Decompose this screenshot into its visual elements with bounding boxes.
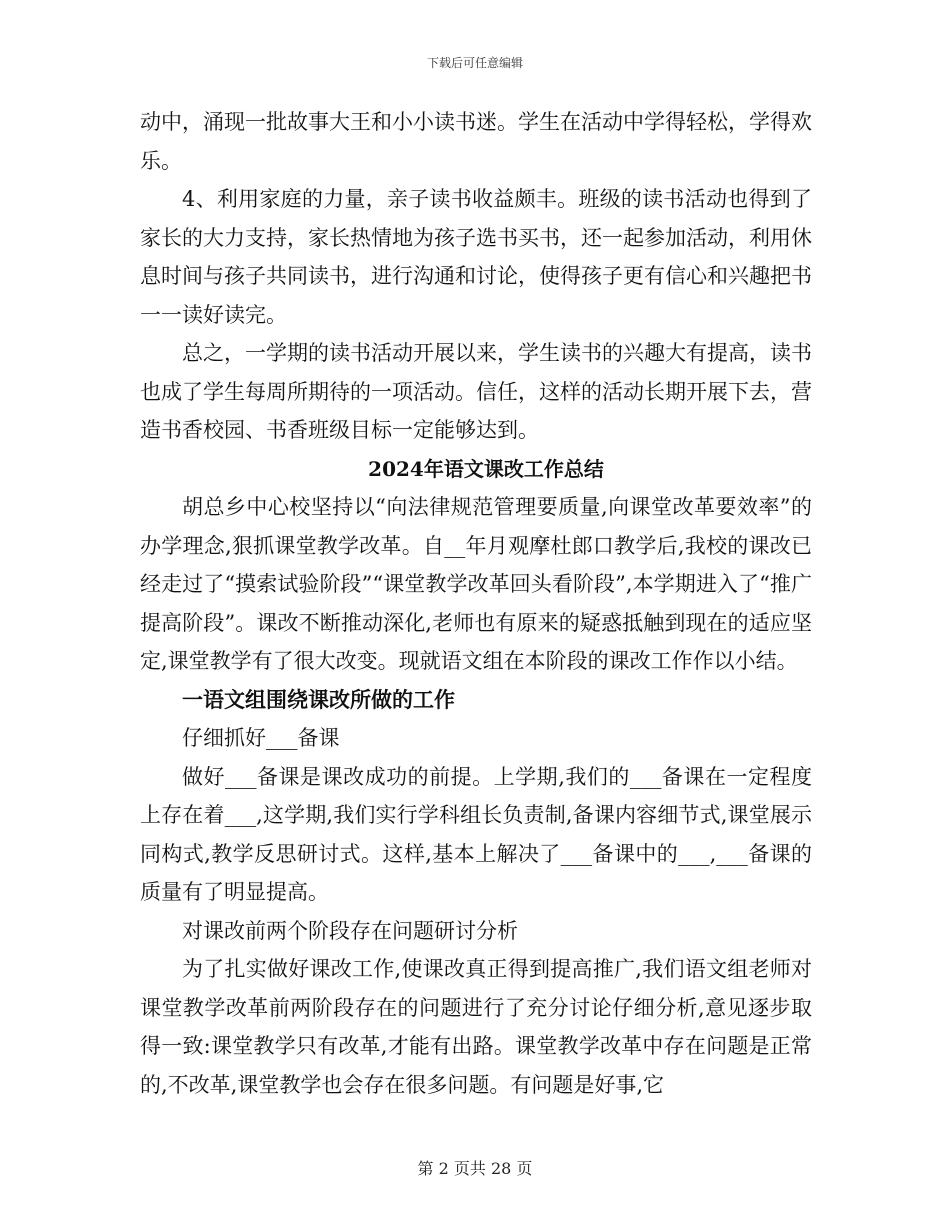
section-title: 2024年语文课改工作总结 (368, 456, 604, 481)
paragraph-analysis-body: 为了扎实做好课改工作,使课改真正得到提高推广,我们语文组老师对课堂教学改革前两阶段存在的问题进行了充分讨论仔细分析,意见逐步取得一致:课堂教学只有改革,才能有出路。课堂教学改革中存在问题是正常的,不改革,课堂教学也会存在很多问题。有问题是好事,它 (140, 957, 812, 1097)
paragraph-intro: 胡总乡中心校坚持以“向法律规范管理要质量,向课堂改革要效率”的办学理念,狠抓课堂教学改革。自__年月观摩杜郎口教学后,我校的课改已经走过了“摸索试验阶段”“课堂教学改革回头看阶段”,本学期进入了“推广提高阶段”。课改不断推动深化,老师也有原来的疑惑抵触到现在的适应坚定,课堂教学有了很大改变。现就语文组在本阶段的课改工作作以小结。 (140, 495, 812, 673)
paragraph-prep-heading: 仔细抓好___备课 (182, 726, 340, 750)
page-header: 下载后可任意编辑 (426, 56, 523, 70)
document-body (140, 103, 812, 1104)
paragraph-continuation: 动中，涌现一批故事大王和小小读书迷。学生在活动中学得轻松，学得欢乐。 (140, 110, 812, 173)
subheading-work: 一语文组围绕课改所做的工作 (182, 686, 455, 712)
paragraph-family-reading: 4、利用家庭的力量，亲子读书收益颇丰。班级的读书活动也得到了家长的大力支持，家长热情地为孩子选书买书，还一起参加活动，利用休息时间与孩子共同读书，进行沟通和讨论，使得孩子更有信心和兴趣把书一一读好读完。 (140, 187, 812, 327)
paragraph-summary: 总之，一学期的读书活动开展以来，学生读书的兴趣大有提高，读书也成了学生每周所期待的一项活动。信任，这样的活动长期开展下去，营造书香校园、书香班级目标一定能够达到。 (140, 341, 812, 442)
page-footer: 第 2 页共 28 页 (417, 1159, 533, 1178)
paragraph-analysis-heading: 对课改前两个阶段存在问题研讨分析 (182, 918, 518, 943)
paragraph-prep-body: 做好___备课是课改成功的前提。上学期,我们的___备课在一定程度上存在着___,这学期,我们实行学科组长负责制,备课内容细节式,课堂展示同构式,教学反思研讨式。这样,基本上解决了___备课中的___,___备课的质量有了明显提高。 (140, 764, 812, 904)
